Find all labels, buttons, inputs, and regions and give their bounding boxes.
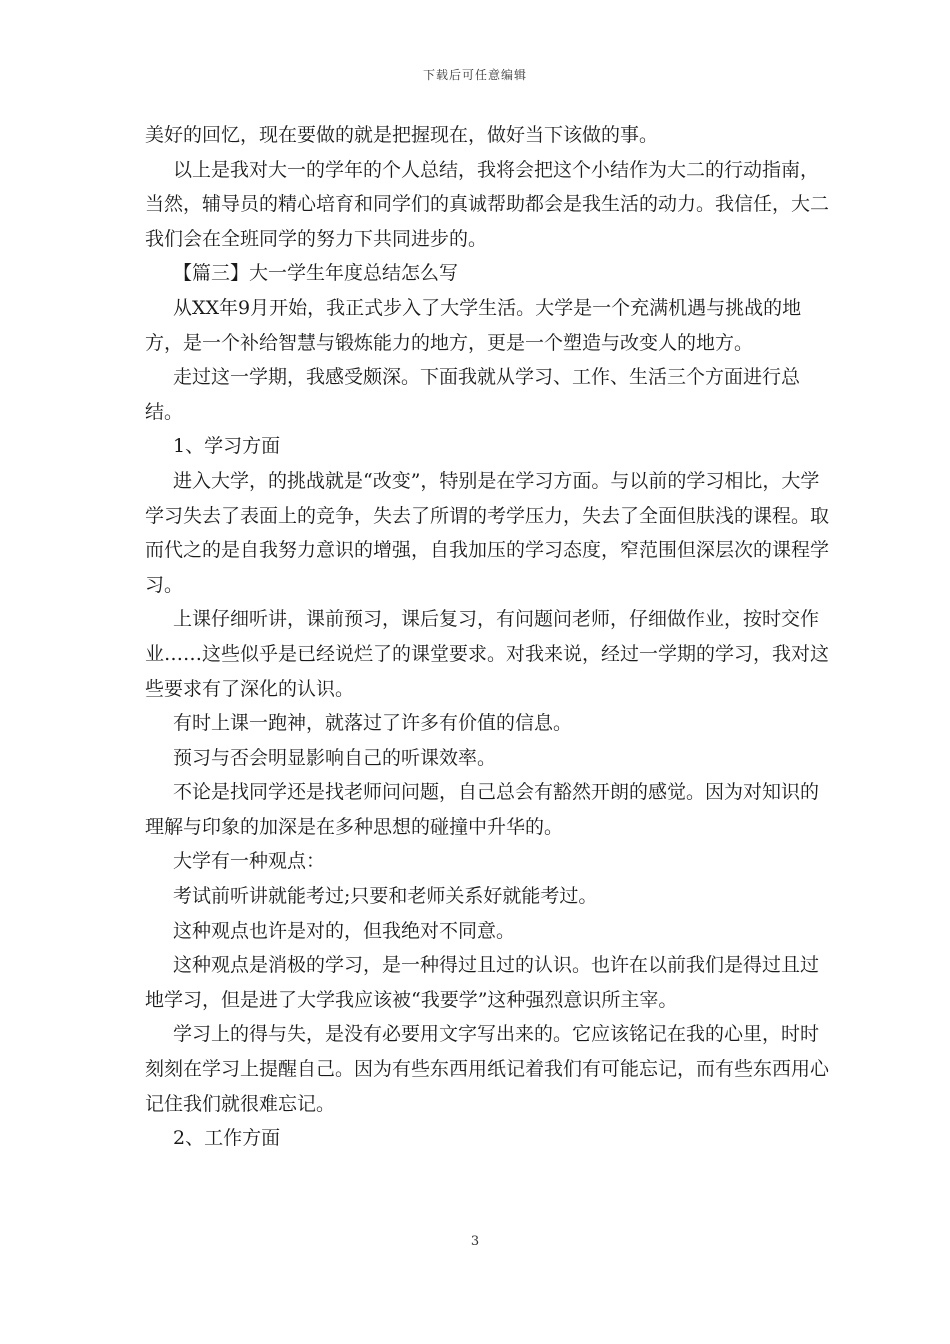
paragraph-11: 不论是找同学还是找老师问问题，自己总会有豁然开朗的感觉。因为对知识的理解与印象的加深是在多种思想的碰撞中升华的。 bbox=[145, 781, 820, 838]
paragraph-12: 大学有一种观点： bbox=[173, 850, 326, 873]
paragraph-7: 进入大学，的挑战就是“改变”，特别是在学习方面。与以前的学习相比，大学学习失去了表面上的竞争，失去了所谓的考学压力，失去了全面但肤浅的课程。取而代之的是自我努力意识的增强，自我加压的学习态度，窄范围但深层次的课程学习。 bbox=[145, 469, 830, 596]
paragraph-4: 从XX年9月开始，我正式步入了大学生活。大学是一个充满机遇与挑战的地方，是一个补给智慧与锻炼能力的地方，更是一个塑造与改变人的地方。 bbox=[145, 296, 802, 354]
paragraph-10: 预习与否会明显影响自己的听课效率。 bbox=[173, 746, 497, 769]
paragraph-5: 走过这一学期，我感受颇深。下面我就从学习、工作、生活三个方面进行总结。 bbox=[145, 366, 801, 423]
paragraph-14: 这种观点也许是对的，但我绝对不同意。 bbox=[173, 919, 516, 942]
paragraph-9: 有时上课一跑神，就落过了许多有价值的信息。 bbox=[173, 712, 573, 735]
page-number: 3 bbox=[470, 1234, 480, 1249]
page-header-note: 下载后可任意编辑 bbox=[422, 68, 527, 82]
paragraph-15: 这种观点是消极的学习，是一种得过且过的认识。也许在以前我们是得过且过地学习，但是进了大学我应该被“我要学”这种强烈意识所主宰。 bbox=[145, 954, 820, 1011]
subheading-study: 1、学习方面 bbox=[173, 435, 281, 458]
paragraph-2: 以上是我对大一的学年的个人总结，我将会把这个小结作为大二的行动指南，当然，辅导员的精心培育和同学们的真诚帮助都会是我生活的动力。我信任，大二我们会在全班同学的努力下共同进步的。 bbox=[145, 158, 830, 250]
paragraph-1: 美好的回忆，现在要做的就是把握现在，做好当下该做的事。 bbox=[145, 124, 659, 146]
paragraph-8: 上课仔细听讲，课前预习，课后复习，有问题问老师，仔细做作业，按时交作业……这些似乎是已经说烂了的课堂要求。对我来说，经过一学期的学习，我对这些要求有了深化的认识。 bbox=[145, 608, 830, 700]
section-heading-part-three: 【篇三】大一学生年度总结怎么写 bbox=[173, 262, 459, 285]
subheading-work: 2、工作方面 bbox=[173, 1127, 281, 1150]
paragraph-13: 考试前听讲就能考过;只要和老师关系好就能考过。 bbox=[173, 885, 598, 908]
paragraph-16: 学习上的得与失，是没有必要用文字写出来的。它应该铭记在我的心里，时时刻刻在学习上提醒自己。因为有些东西用纸记着我们有可能忘记，而有些东西用心记住我们就很难忘记。 bbox=[145, 1023, 830, 1115]
document-body bbox=[145, 118, 835, 1156]
